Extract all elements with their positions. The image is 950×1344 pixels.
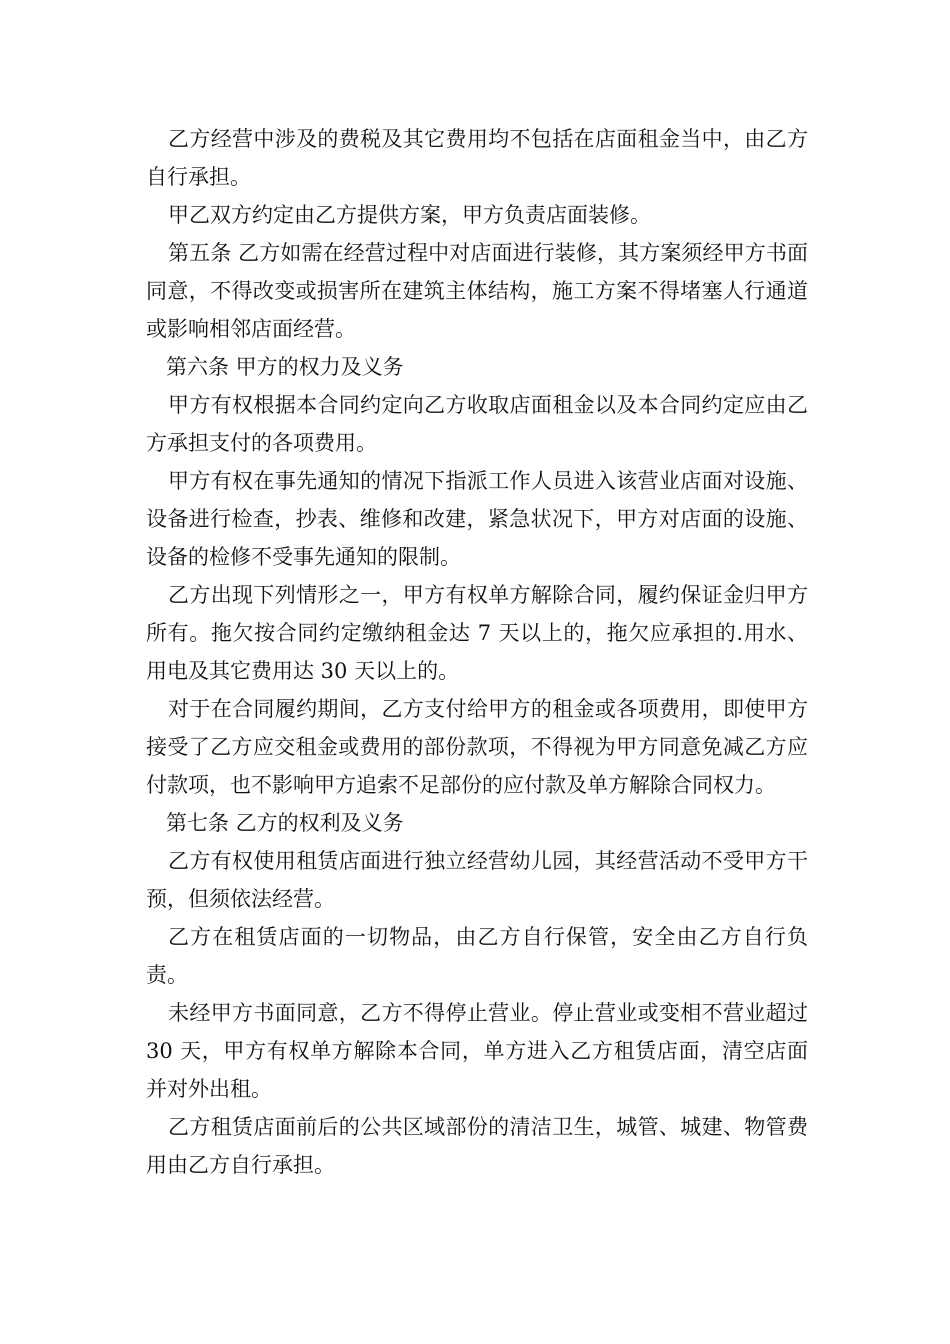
paragraph-no-suspension: 未经甲方书面同意，乙方不得停止营业。停止营业或变相不营业超过 30 天，甲方有权单方解除本合同，单方进入乙方租赁店面，清空店面并对外出租。 bbox=[146, 1001, 808, 1101]
paragraph-public-area-fees: 乙方租赁店面前后的公共区域部份的清洁卫生，城管、城建、物管费用由乙方自行承担。 bbox=[146, 1115, 808, 1177]
paragraph-party-b-operation: 乙方有权使用租赁店面进行独立经营幼儿园，其经营活动不受甲方干预，但须依法经营。 bbox=[146, 849, 808, 911]
paragraph-party-a-inspection: 甲方有权在事先通知的情况下指派工作人员进入该营业店面对设施、设备进行检查，抄表、维修和改建，紧急状况下，甲方对店面的设施、设备的检修不受事先通知的限制。 bbox=[146, 469, 808, 569]
paragraph-party-b-custody: 乙方在租赁店面的一切物品，由乙方自行保管，安全由乙方自行负责。 bbox=[146, 925, 808, 987]
paragraph-renovation-plan: 甲乙双方约定由乙方提供方案，甲方负责店面装修。 bbox=[168, 203, 651, 227]
heading-article-6: 第六条 甲方的权力及义务 bbox=[166, 355, 404, 379]
paragraph-taxes-fees: 乙方经营中涉及的费税及其它费用均不包括在店面租金当中，由乙方自行承担。 bbox=[146, 127, 808, 189]
paragraph-party-a-collect-rent: 甲方有权根据本合同约定向乙方收取店面租金以及本合同约定应由乙方承担支付的各项费用。 bbox=[146, 393, 808, 455]
heading-article-7: 第七条 乙方的权利及义务 bbox=[166, 811, 404, 835]
paragraph-partial-payment: 对于在合同履约期间，乙方支付给甲方的租金或各项费用，即使甲方接受了乙方应交租金或费用的部份款项，不得视为甲方同意免减乙方应付款项，也不影响甲方追索不足部份的应付款及单方解除合同权力。 bbox=[146, 697, 808, 797]
document-body bbox=[146, 120, 808, 1184]
paragraph-termination-conditions: 乙方出现下列情形之一，甲方有权单方解除合同，履约保证金归甲方所有。拖欠按合同约定缴纳租金达 7 天以上的，拖欠应承担的.用水、用电及其它费用达 30 天以上的。 bbox=[146, 583, 808, 683]
paragraph-article-5: 第五条 乙方如需在经营过程中对店面进行装修，其方案须经甲方书面同意，不得改变或损害所在建筑主体结构，施工方案不得堵塞人行通道或影响相邻店面经营。 bbox=[146, 241, 808, 341]
